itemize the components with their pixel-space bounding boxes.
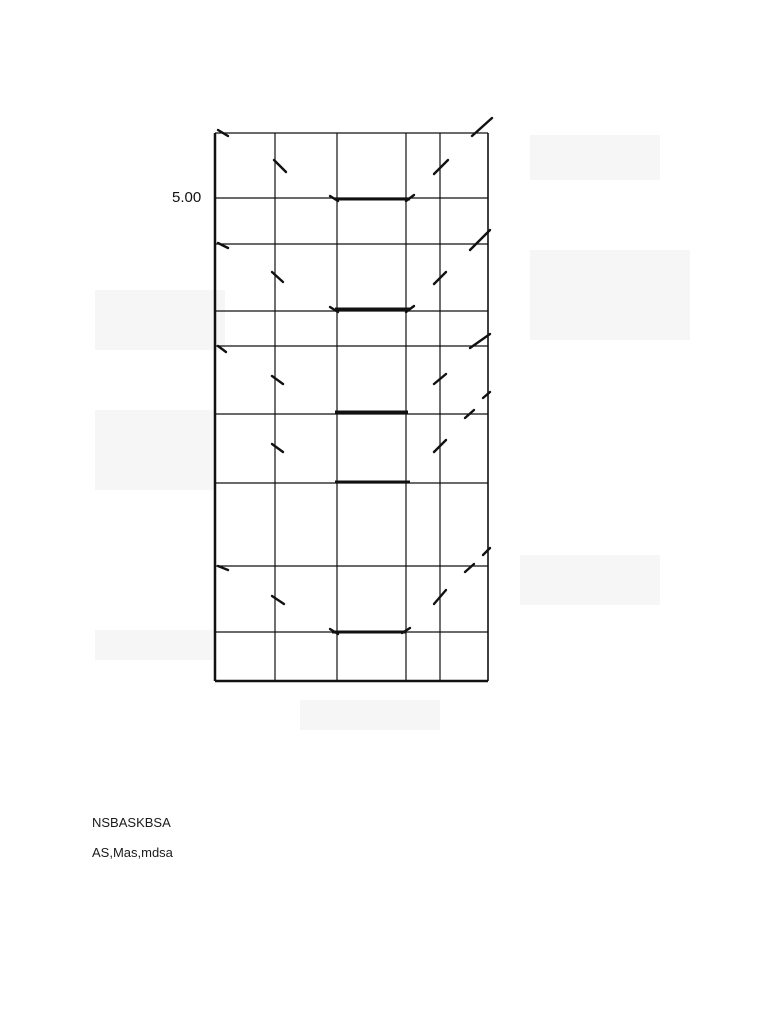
tick-mark-15	[272, 444, 283, 452]
smudge-5	[300, 700, 440, 730]
tick-mark-2	[470, 230, 490, 250]
smudge-2	[530, 135, 660, 180]
tick-mark-16	[272, 596, 284, 604]
note-line-2: AS,Mas,mdsa	[92, 845, 173, 860]
tick-marks	[218, 118, 492, 634]
tick-mark-13	[272, 272, 283, 282]
smudge-3	[530, 250, 690, 340]
horizontal-bars	[332, 199, 410, 632]
tick-mark-14	[272, 376, 283, 384]
tick-mark-7	[483, 392, 490, 398]
smudge-1	[95, 410, 215, 490]
scan-smudges	[95, 135, 690, 730]
grid-frame	[215, 133, 488, 681]
grid-lines	[215, 133, 488, 681]
smudge-4	[520, 555, 660, 605]
tick-mark-10	[483, 548, 490, 555]
tick-mark-12	[274, 160, 286, 172]
smudge-0	[95, 290, 225, 350]
smudge-6	[95, 630, 215, 660]
tick-mark-9	[465, 564, 474, 572]
tick-mark-1	[434, 160, 448, 174]
note-line-1: NSBASKBSA	[92, 815, 171, 830]
scale-label: 5.00	[172, 189, 202, 206]
